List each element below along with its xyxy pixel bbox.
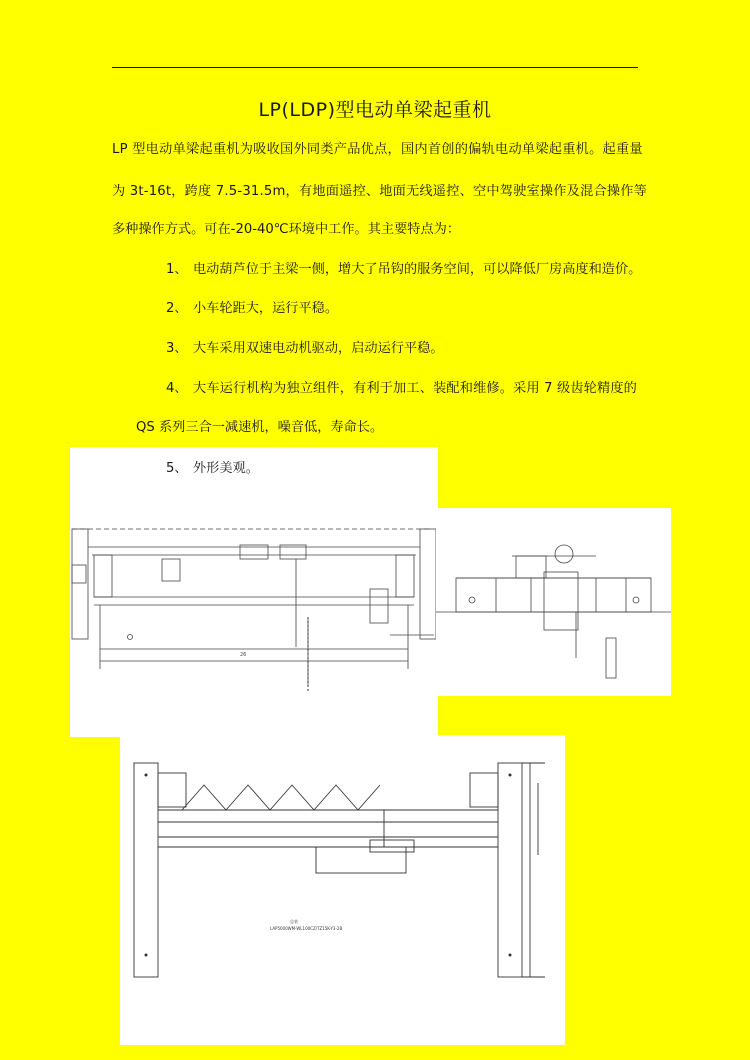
svg-text:26: 26 xyxy=(240,652,247,658)
feature-5-num: 5、 xyxy=(166,461,188,476)
feature-1-text: 电动葫芦位于主梁一侧，增大了吊钩的服务空间，可以降低厂房高度和造价。 xyxy=(193,262,642,277)
feature-3-text: 大车采用双速电动机驱动，启动运行平稳。 xyxy=(193,341,444,356)
plan-drawing-svg xyxy=(120,735,565,1045)
header-rule xyxy=(112,67,638,68)
feature-4-num: 4、 xyxy=(166,381,188,396)
feature-2-num: 2、 xyxy=(166,301,188,316)
elevation-drawing xyxy=(70,447,438,737)
plan-caption-title: 总装 xyxy=(290,919,298,924)
feature-4-text: 大车运行机构为独立组件，有利于加工、装配和维修。采用 7 级齿轮精度的 xyxy=(193,381,638,396)
feature-5-text: 外形美观。 xyxy=(193,461,259,476)
plan-drawing xyxy=(120,735,565,1045)
feature-2-text: 小车轮距大，运行平稳。 xyxy=(193,301,339,316)
side-view-drawing xyxy=(436,508,671,696)
page-title: LP(LDP)型电动单梁起重机 xyxy=(258,99,492,121)
feature-3-num: 3、 xyxy=(166,341,188,356)
plan-caption-code: LAP5000WM-WL100CZ/TZ15K-Y3-2B xyxy=(270,926,343,931)
intro-line-3: 多种操作方式。可在-20-40℃环境中工作。其主要特点为： xyxy=(112,222,461,237)
elevation-drawing-svg xyxy=(70,447,438,737)
intro-line-1: LP 型电动单梁起重机为吸收国外同类产品优点，国内首创的偏轨电动单梁起重机。起重量 xyxy=(112,142,643,157)
intro-line-2: 为 3t-16t，跨度 7.5-31.5m，有地面遥控、地面无线遥控、空中驾驶室操作及混合操作等 xyxy=(112,184,648,199)
feature-1-num: 1、 xyxy=(166,262,188,277)
side-view-drawing-svg xyxy=(436,508,671,696)
feature-4-cont-text: QS 系列三合一减速机，噪音低，寿命长。 xyxy=(136,420,384,435)
